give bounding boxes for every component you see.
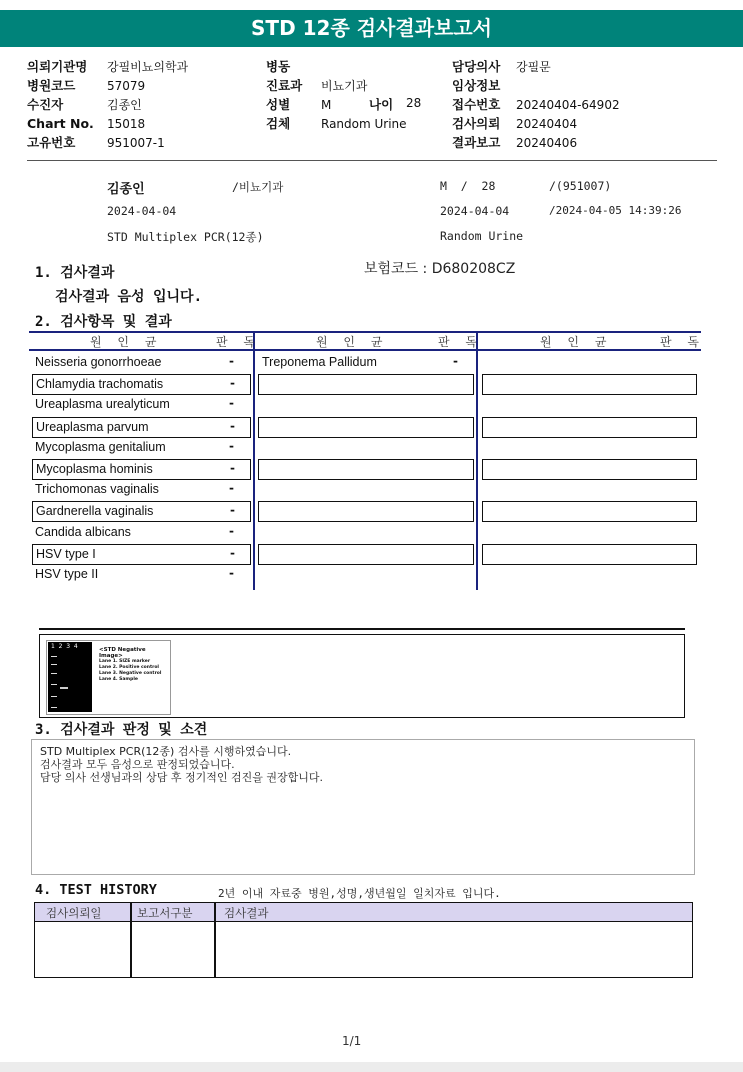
age-label: 나이 — [369, 97, 394, 112]
section1-heading: 1. 검사결과 — [35, 265, 115, 281]
gel-photo — [48, 642, 92, 712]
empty-result-row — [482, 501, 697, 522]
middle-row — [266, 113, 436, 132]
organism-name: Candida albicans — [35, 524, 131, 539]
empty-result-row — [482, 374, 697, 395]
empty-result-row — [258, 501, 474, 522]
result-row — [32, 544, 251, 565]
result-row — [32, 374, 251, 395]
insurance-code: 보험코드 : D680208CZ — [364, 261, 516, 277]
table-col-divider-2 — [476, 331, 478, 590]
empty-result-row — [482, 417, 697, 438]
header-divider — [27, 160, 717, 161]
middle-label: 성별 — [266, 97, 291, 112]
organism-name: Ureaplasma urealyticum — [35, 397, 170, 412]
header-info-left — [27, 56, 247, 151]
result-row — [32, 395, 251, 416]
organism-name: Ureaplasma parvum — [36, 419, 149, 434]
col2-res-header: 판 독 — [438, 335, 483, 349]
left-value: 강필비뇨의학과 — [107, 60, 189, 74]
section2-heading: 2. 검사항목 및 결과 — [35, 314, 172, 330]
gel-lane-numbers: 1 2 3 4 — [51, 643, 78, 650]
result-row — [32, 353, 251, 374]
left-row — [27, 56, 247, 75]
organism-name: Mycoplasma hominis — [36, 462, 153, 476]
gel-band — [51, 673, 57, 674]
result-row — [32, 523, 251, 544]
summary-date1: 2024-04-04 — [107, 204, 177, 218]
result-value: - — [230, 461, 235, 475]
gel-band — [60, 687, 68, 689]
result-value: - — [230, 503, 235, 518]
right-label: 검사의뢰 — [452, 116, 501, 131]
result-value: - — [229, 566, 234, 580]
result-value: - — [229, 523, 234, 538]
left-row — [27, 113, 247, 132]
result-row — [32, 501, 251, 522]
organism-name: Chlamydia trachomatis — [36, 377, 164, 392]
left-value: 57079 — [107, 79, 146, 93]
history-col-result: 검사결과 — [224, 906, 269, 920]
organism-name: HSV type II — [35, 567, 99, 581]
col3-org-header: 원 인 균 — [540, 335, 613, 349]
gel-legend-item: Lane 4. Sample — [99, 677, 138, 682]
right-row — [452, 94, 712, 113]
middle-value: Random Urine — [321, 117, 407, 131]
middle-value: M — [321, 98, 332, 112]
left-value: 15018 — [107, 117, 146, 131]
section4-heading: 4. TEST HISTORY — [35, 882, 157, 898]
history-col-date: 검사의뢰일 — [46, 906, 102, 920]
right-value: 강필문 — [516, 60, 551, 74]
middle-row — [266, 56, 436, 75]
result-value: - — [230, 376, 235, 391]
gel-band — [51, 684, 57, 685]
header-info-right — [452, 56, 712, 151]
left-label: 병원코드 — [27, 78, 76, 93]
middle-value: 비뇨기과 — [321, 79, 368, 93]
right-value: 20240404-64902 — [516, 98, 620, 112]
gel-band — [51, 664, 57, 665]
opinion-line: 담당 의사 선생님과의 상담 후 정기적인 검진을 권장합니다. — [40, 771, 323, 784]
gel-legend — [99, 659, 161, 683]
summary-name: 김종인 — [107, 182, 145, 197]
middle-row — [266, 75, 436, 94]
empty-result-row — [258, 374, 474, 395]
result-row — [32, 480, 251, 501]
result-row — [32, 565, 251, 586]
history-header-bg — [35, 903, 692, 922]
summary-specimen: Random Urine — [440, 229, 524, 243]
result-value: - — [229, 481, 234, 496]
history-col-type: 보고서구분 — [137, 906, 193, 920]
left-row — [27, 75, 247, 94]
organism-name: Mycoplasma genitalium — [35, 439, 166, 454]
result-value: - — [453, 354, 458, 368]
left-label: 고유번호 — [27, 135, 76, 150]
left-label: 의뢰기관명 — [27, 59, 88, 74]
left-value: 김종인 — [107, 98, 142, 112]
right-label: 결과보고 — [452, 135, 501, 150]
result-row — [32, 459, 251, 480]
empty-result-row — [258, 544, 474, 565]
gel-image-top-line — [39, 628, 685, 630]
col1-res-header: 판 독 — [216, 335, 261, 349]
summary-id: /(951007) — [549, 179, 612, 193]
middle-label: 검체 — [266, 116, 291, 131]
col1-org-header: 원 인 균 — [90, 335, 163, 349]
result-value: - — [229, 396, 234, 411]
gel-image — [46, 640, 171, 715]
result-row — [259, 353, 473, 374]
left-row — [27, 94, 247, 113]
opinion-line: 검사결과 모두 음성으로 판정되었습니다. — [40, 758, 235, 771]
gel-band — [51, 707, 57, 708]
history-col-div-2 — [214, 903, 216, 977]
summary-sex-age: M / 28 — [440, 179, 496, 193]
empty-result-row — [482, 544, 697, 565]
result-value: - — [229, 438, 234, 453]
left-row — [27, 132, 247, 151]
empty-result-row — [258, 417, 474, 438]
right-row — [452, 56, 712, 75]
right-label: 임상정보 — [452, 78, 501, 93]
summary-dept: /비뇨기과 — [232, 180, 284, 194]
page-number: 1/1 — [342, 1034, 362, 1048]
summary-report-time: /2024-04-05 14:39:26 — [549, 204, 682, 217]
table-col-divider-1 — [253, 331, 255, 590]
result-value: - — [229, 354, 234, 368]
result-row — [32, 417, 251, 438]
result-value: - — [230, 545, 235, 560]
gel-legend-item: Lane 2. Positive control — [99, 665, 159, 670]
organism-name: Neisseria gonorrhoeae — [35, 355, 162, 369]
right-value: 20240406 — [516, 136, 578, 150]
section3-heading: 3. 검사결과 판정 및 소견 — [35, 722, 208, 738]
result-row — [32, 438, 251, 459]
gel-band — [51, 696, 57, 697]
opinion-box — [31, 739, 695, 875]
summary-test-name: STD Multiplex PCR(12종) — [107, 230, 264, 244]
col2-org-header: 원 인 균 — [316, 335, 389, 349]
organism-name: Treponema Pallidum — [262, 355, 377, 369]
history-col-div-1 — [130, 903, 132, 977]
report-title: STD 12종 검사결과보고서 — [0, 10, 743, 47]
empty-result-row — [482, 459, 697, 480]
summary-date2: 2024-04-04 — [440, 204, 510, 218]
middle-label: 병동 — [266, 59, 291, 74]
right-row — [452, 132, 712, 151]
opinion-line: STD Multiplex PCR(12종) 검사를 시행하였습니다. — [40, 745, 292, 758]
gel-band — [51, 656, 57, 657]
right-row — [452, 113, 712, 132]
result-value: - — [230, 418, 235, 433]
left-label: 수진자 — [27, 97, 64, 112]
organism-name: HSV type I — [36, 546, 96, 561]
empty-result-row — [258, 459, 474, 480]
gel-legend-item: Lane 1. SIZE marker — [99, 659, 151, 664]
left-label: Chart No. — [27, 116, 94, 131]
right-label: 담당의사 — [452, 59, 501, 74]
age-value: 28 — [406, 96, 422, 110]
middle-label: 진료과 — [266, 78, 303, 93]
organism-name: Gardnerella vaginalis — [36, 504, 154, 519]
gel-legend-item: Lane 3. Negative control — [99, 671, 162, 676]
col3-res-header: 판 독 — [660, 335, 705, 349]
left-value: 951007-1 — [107, 136, 165, 150]
right-row — [452, 75, 712, 94]
header-info-middle — [266, 56, 436, 132]
history-note: 2년 이내 자료중 병원,성명,생년월일 일치자료 입니다. — [218, 887, 501, 900]
right-value: 20240404 — [516, 117, 578, 131]
gel-title: <STD Negative Image> — [99, 647, 146, 659]
page-footer-bar — [0, 1062, 743, 1072]
organism-name: Trichomonas vaginalis — [35, 482, 159, 497]
section1-result: 검사결과 음성 입니다. — [55, 289, 203, 305]
right-label: 접수번호 — [452, 97, 501, 112]
